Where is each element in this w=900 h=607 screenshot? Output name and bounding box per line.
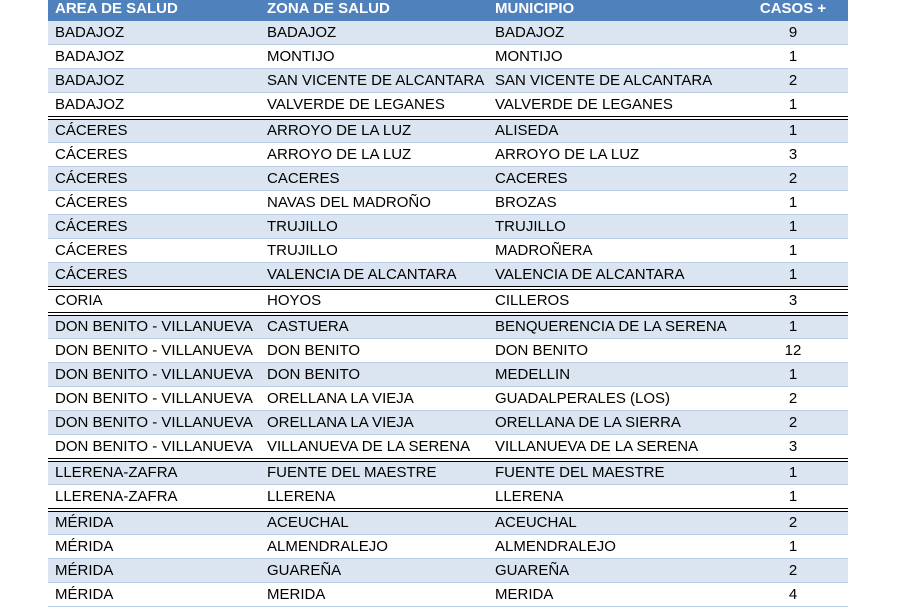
- cell-area: CÁCERES: [48, 143, 260, 167]
- cell-casos: 2: [738, 411, 848, 435]
- cell-municipio: ORELLANA DE LA SIERRA: [488, 411, 738, 435]
- cell-area: CORIA: [48, 288, 260, 314]
- cell-zona: GUAREÑA: [260, 559, 488, 583]
- cell-zona: TRUJILLO: [260, 215, 488, 239]
- table-row: [48, 21, 848, 45]
- cell-municipio: VALENCIA DE ALCANTARA: [488, 263, 738, 289]
- cell-area: DON BENITO - VILLANUEVA: [48, 314, 260, 339]
- cell-casos: 2: [738, 69, 848, 93]
- cell-area: CÁCERES: [48, 215, 260, 239]
- cell-municipio: MONTIJO: [488, 45, 738, 69]
- cell-zona: MERIDA: [260, 583, 488, 607]
- cell-casos: 1: [738, 485, 848, 511]
- cell-municipio: ARROYO DE LA LUZ: [488, 143, 738, 167]
- cell-area: CÁCERES: [48, 191, 260, 215]
- cell-zona: VALENCIA DE ALCANTARA: [260, 263, 488, 289]
- cell-casos: 2: [738, 167, 848, 191]
- cell-casos: 1: [738, 118, 848, 143]
- table-row: [48, 510, 848, 535]
- cell-municipio: CILLEROS: [488, 288, 738, 314]
- cell-zona: HOYOS: [260, 288, 488, 314]
- cell-municipio: BADAJOZ: [488, 21, 738, 45]
- cell-casos: 4: [738, 583, 848, 607]
- cell-area: MÉRIDA: [48, 535, 260, 559]
- cell-area: BADAJOZ: [48, 93, 260, 119]
- cell-casos: 2: [738, 387, 848, 411]
- table-row: [48, 143, 848, 167]
- cell-zona: CASTUERA: [260, 314, 488, 339]
- cell-municipio: MERIDA: [488, 583, 738, 607]
- cell-casos: 3: [738, 435, 848, 461]
- cell-zona: CACERES: [260, 167, 488, 191]
- table-row: [48, 118, 848, 143]
- cell-municipio: ALMENDRALEJO: [488, 535, 738, 559]
- table-row: [48, 167, 848, 191]
- cell-municipio: ACEUCHAL: [488, 510, 738, 535]
- cell-zona: ARROYO DE LA LUZ: [260, 143, 488, 167]
- cell-area: MÉRIDA: [48, 559, 260, 583]
- table-row: [48, 263, 848, 289]
- table-row: [48, 411, 848, 435]
- cell-casos: 1: [738, 45, 848, 69]
- cases-table-sheet: [48, 0, 848, 607]
- header-casos: CASOS +: [738, 0, 848, 21]
- table-row: [48, 535, 848, 559]
- table-row: [48, 69, 848, 93]
- cell-area: MÉRIDA: [48, 583, 260, 607]
- cell-casos: 3: [738, 143, 848, 167]
- cell-zona: DON BENITO: [260, 339, 488, 363]
- cell-zona: LLERENA: [260, 485, 488, 511]
- cell-area: BADAJOZ: [48, 21, 260, 45]
- cell-municipio: BENQUERENCIA DE LA SERENA: [488, 314, 738, 339]
- cell-area: BADAJOZ: [48, 69, 260, 93]
- cell-municipio: GUADALPERALES (LOS): [488, 387, 738, 411]
- cell-area: BADAJOZ: [48, 45, 260, 69]
- table-row: [48, 215, 848, 239]
- cell-municipio: BROZAS: [488, 191, 738, 215]
- cell-area: CÁCERES: [48, 239, 260, 263]
- cell-municipio: ALISEDA: [488, 118, 738, 143]
- cell-zona: VALVERDE DE LEGANES: [260, 93, 488, 119]
- cell-casos: 12: [738, 339, 848, 363]
- cell-zona: MONTIJO: [260, 45, 488, 69]
- cell-area: MÉRIDA: [48, 510, 260, 535]
- cell-area: DON BENITO - VILLANUEVA: [48, 411, 260, 435]
- header-area: AREA DE SALUD: [48, 0, 260, 21]
- header-row: [48, 0, 848, 21]
- table-row: [48, 191, 848, 215]
- table-row: [48, 387, 848, 411]
- cell-zona: SAN VICENTE DE ALCANTARA: [260, 69, 488, 93]
- cell-area: LLERENA-ZAFRA: [48, 485, 260, 511]
- cell-area: CÁCERES: [48, 118, 260, 143]
- cell-zona: ACEUCHAL: [260, 510, 488, 535]
- cell-zona: TRUJILLO: [260, 239, 488, 263]
- cell-municipio: SAN VICENTE DE ALCANTARA: [488, 69, 738, 93]
- cell-casos: 3: [738, 288, 848, 314]
- cell-casos: 1: [738, 363, 848, 387]
- cell-zona: ARROYO DE LA LUZ: [260, 118, 488, 143]
- cell-area: CÁCERES: [48, 167, 260, 191]
- table-row: [48, 460, 848, 485]
- header-zona: ZONA DE SALUD: [260, 0, 488, 21]
- cell-municipio: TRUJILLO: [488, 215, 738, 239]
- cell-casos: 1: [738, 535, 848, 559]
- cell-zona: FUENTE DEL MAESTRE: [260, 460, 488, 485]
- table-row: [48, 559, 848, 583]
- table-row: [48, 239, 848, 263]
- table-row: [48, 435, 848, 461]
- table-header: [48, 0, 848, 21]
- cases-table: [48, 0, 848, 607]
- cell-casos: 1: [738, 263, 848, 289]
- cell-zona: DON BENITO: [260, 363, 488, 387]
- cell-municipio: MEDELLIN: [488, 363, 738, 387]
- table-row: [48, 339, 848, 363]
- cell-casos: 1: [738, 239, 848, 263]
- cell-casos: 9: [738, 21, 848, 45]
- cell-area: DON BENITO - VILLANUEVA: [48, 387, 260, 411]
- cell-municipio: FUENTE DEL MAESTRE: [488, 460, 738, 485]
- cell-casos: 1: [738, 215, 848, 239]
- cell-casos: 1: [738, 191, 848, 215]
- cell-zona: ORELLANA LA VIEJA: [260, 387, 488, 411]
- table-row: [48, 314, 848, 339]
- cell-municipio: DON BENITO: [488, 339, 738, 363]
- cell-area: DON BENITO - VILLANUEVA: [48, 363, 260, 387]
- table-row: [48, 93, 848, 119]
- cell-municipio: LLERENA: [488, 485, 738, 511]
- table-row: [48, 288, 848, 314]
- cell-casos: 1: [738, 460, 848, 485]
- table-row: [48, 485, 848, 511]
- cell-zona: VILLANUEVA DE LA SERENA: [260, 435, 488, 461]
- cell-municipio: VILLANUEVA DE LA SERENA: [488, 435, 738, 461]
- header-municipio: MUNICIPIO: [488, 0, 738, 21]
- cell-municipio: VALVERDE DE LEGANES: [488, 93, 738, 119]
- cell-zona: ALMENDRALEJO: [260, 535, 488, 559]
- cell-area: DON BENITO - VILLANUEVA: [48, 435, 260, 461]
- cell-area: LLERENA-ZAFRA: [48, 460, 260, 485]
- cell-municipio: MADROÑERA: [488, 239, 738, 263]
- cell-municipio: CACERES: [488, 167, 738, 191]
- cell-area: CÁCERES: [48, 263, 260, 289]
- table-row: [48, 363, 848, 387]
- table-row: [48, 45, 848, 69]
- table-body: [48, 21, 848, 607]
- cell-area: DON BENITO - VILLANUEVA: [48, 339, 260, 363]
- cell-zona: ORELLANA LA VIEJA: [260, 411, 488, 435]
- cell-zona: NAVAS DEL MADROÑO: [260, 191, 488, 215]
- cell-casos: 2: [738, 559, 848, 583]
- cell-zona: BADAJOZ: [260, 21, 488, 45]
- cell-casos: 1: [738, 93, 848, 119]
- cell-casos: 1: [738, 314, 848, 339]
- cell-municipio: GUAREÑA: [488, 559, 738, 583]
- cell-casos: 2: [738, 510, 848, 535]
